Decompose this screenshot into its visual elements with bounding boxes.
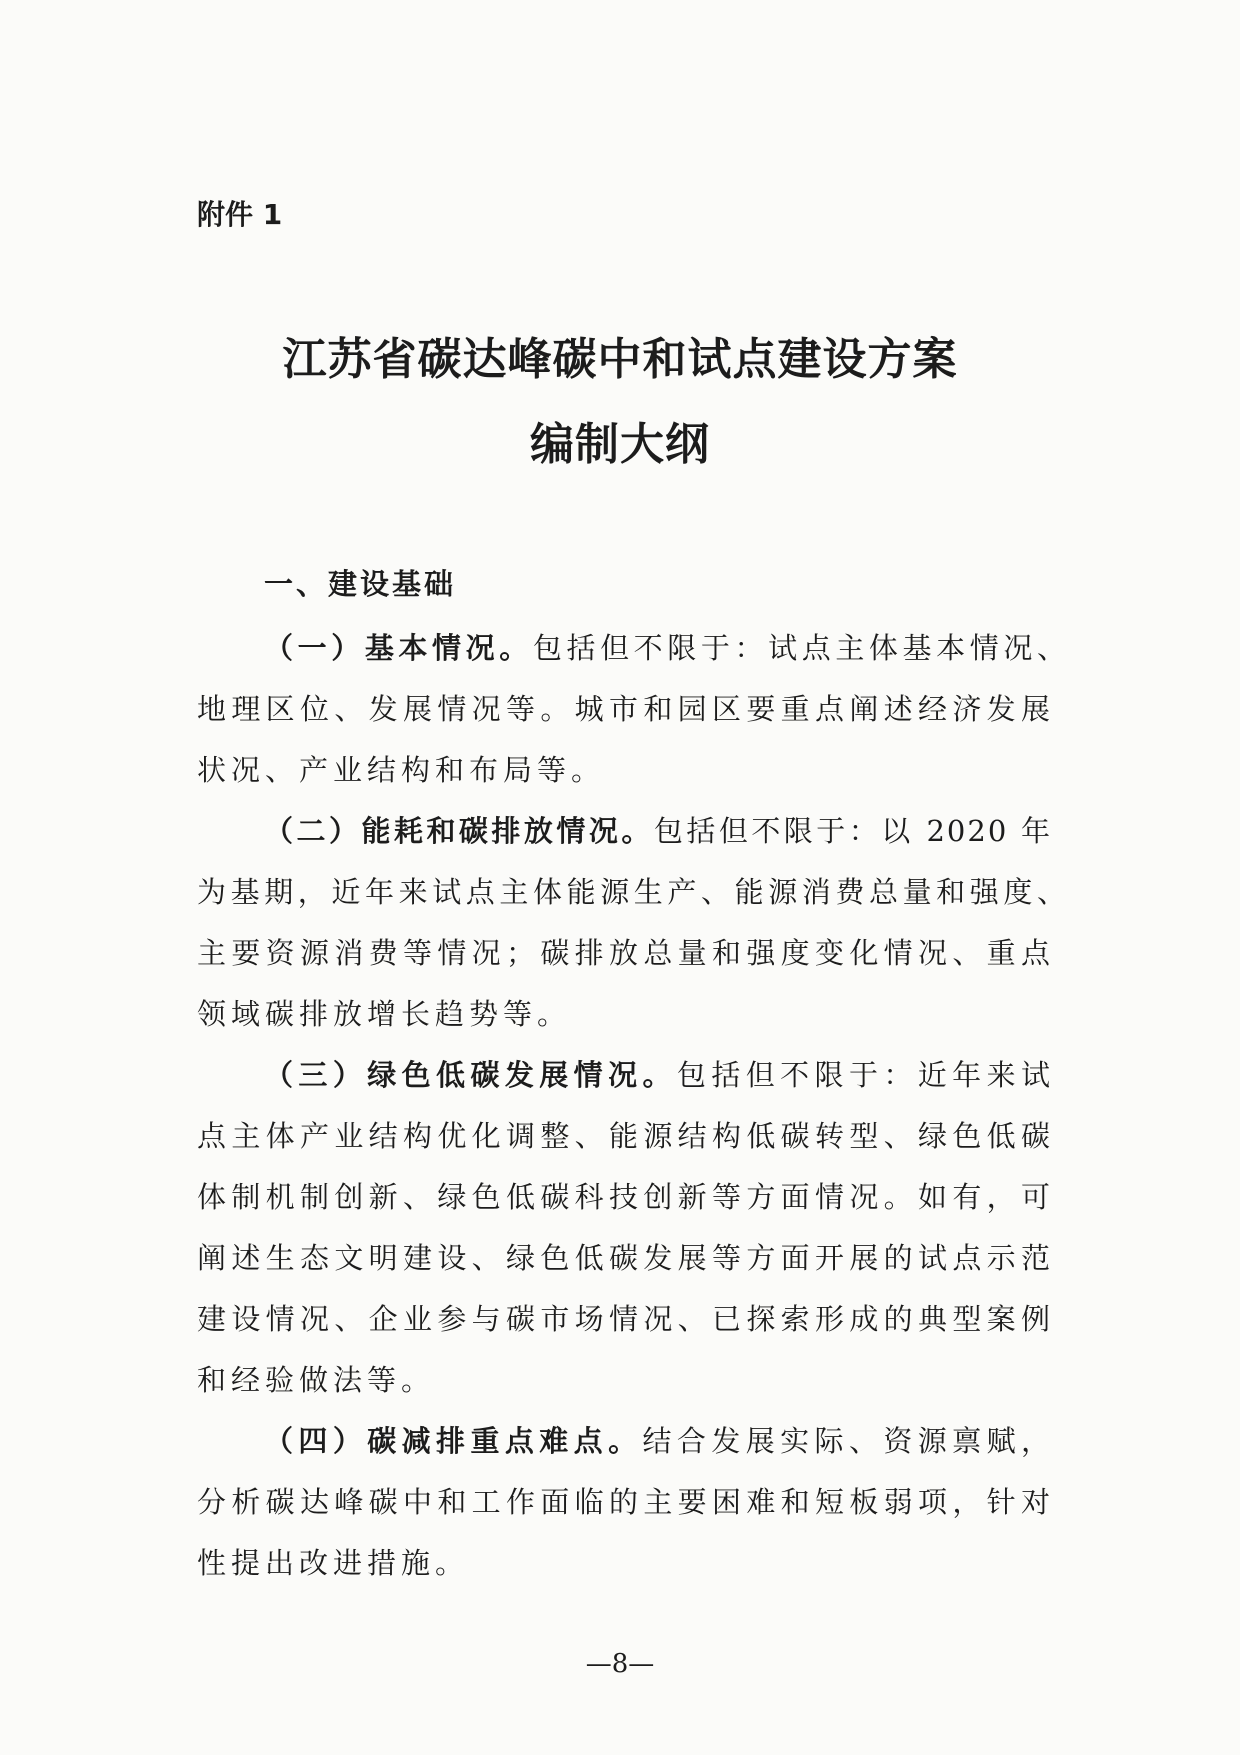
text-line: 建设情况、企业参与碳市场情况、已探索形成的典型案例 (197, 1302, 1052, 1336)
line-text: 结合发展实际、资源禀赋， (642, 1424, 1052, 1458)
text-line (197, 801, 1052, 862)
text-line: 体制机制创新、绿色低碳科技创新等方面情况。如有，可 (197, 1180, 1052, 1214)
paragraph (197, 801, 1068, 1045)
text-line (197, 1411, 1052, 1472)
line-text: 包括但不限于：近年来试 (676, 1058, 1052, 1092)
attachment-label: 附件 1 (197, 198, 283, 231)
document-title-line-1: 江苏省碳达峰碳中和试点建设方案 (282, 334, 958, 385)
text-line: 为基期，近年来试点主体能源生产、能源消费总量和强度、 (197, 875, 1068, 909)
text-line: 性提出改进措施。 (197, 1546, 470, 1580)
text-line: 点主体产业结构优化调整、能源结构低碳转型、绿色低碳 (197, 1119, 1052, 1153)
paragraph (197, 1045, 1052, 1411)
text-line: 主要资源消费等情况；碳排放总量和强度变化情况、重点 (197, 936, 1052, 970)
section-heading: 一、建设基础 (264, 567, 457, 601)
text-line (197, 618, 1068, 679)
text-line: 阐述生态文明建设、绿色低碳发展等方面开展的试点示范 (197, 1241, 1052, 1275)
text-line: 状况、产业结构和布局等。 (197, 753, 606, 787)
line-text: 包括但不限于：以 2020 年 (653, 814, 1052, 848)
paragraph-lead: （四）碳减排重点难点。 (264, 1424, 643, 1458)
text-line: 分析碳达峰碳中和工作面临的主要困难和短板弱项，针对 (197, 1485, 1052, 1519)
paragraph (197, 1411, 1052, 1594)
text-line: 领域碳排放增长趋势等。 (197, 997, 572, 1031)
text-line: 和经验做法等。 (197, 1363, 436, 1397)
line-text: 包括但不限于：试点主体基本情况、 (532, 631, 1068, 665)
text-line (197, 1045, 1052, 1106)
document-title-line-2: 编制大纲 (530, 419, 710, 470)
paragraph-lead: （三）绿色低碳发展情况。 (264, 1058, 677, 1092)
paragraph-lead: （一）基本情况。 (264, 631, 533, 665)
paragraph-lead: （二）能耗和碳排放情况。 (264, 814, 654, 848)
page-number: —8— (585, 1649, 655, 1679)
text-line: 地理区位、发展情况等。城市和园区要重点阐述经济发展 (197, 692, 1052, 726)
paragraph (197, 618, 1068, 801)
document-body (197, 618, 1068, 1594)
